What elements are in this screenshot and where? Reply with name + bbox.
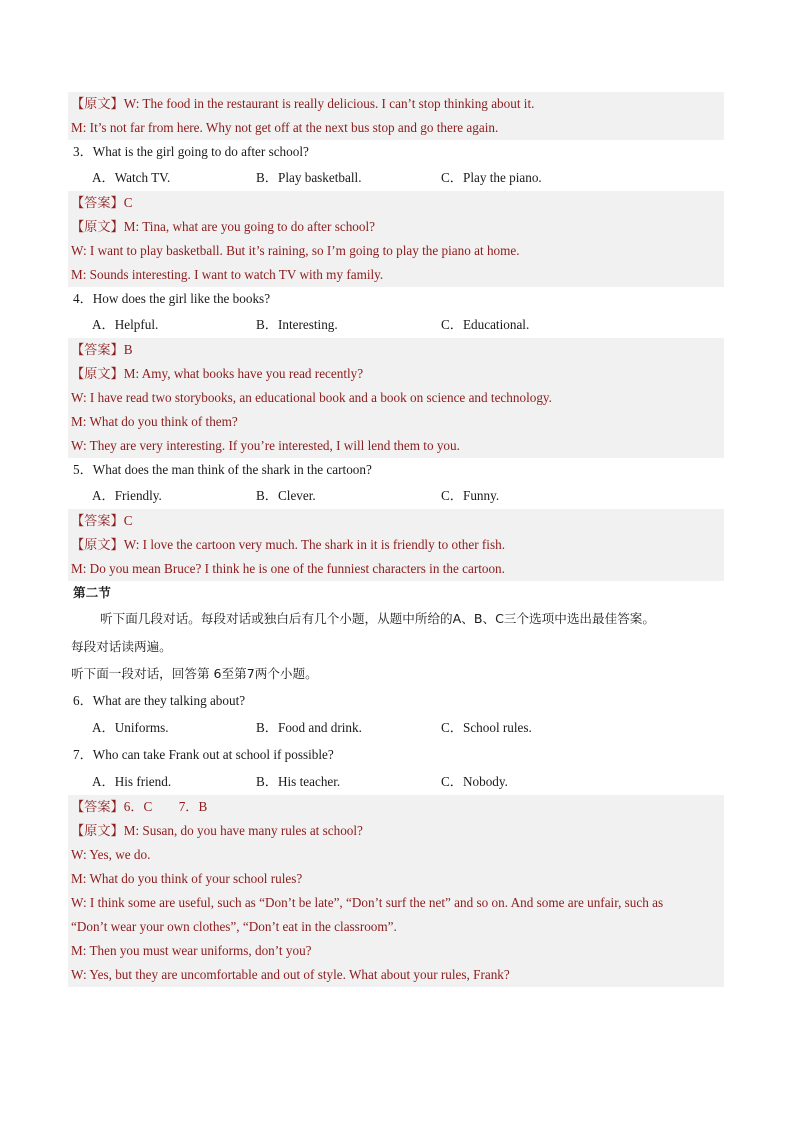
transcript-line: 【原文】W: The food in the restaurant is really delicious. I can’t stop thinking about it. [68, 92, 724, 116]
section-instruction: 每段对话读两遍。 [71, 639, 172, 654]
transcript-line: 【原文】M: Amy, what books have you read recently? [68, 362, 724, 386]
answer-6-7: 【答案】6．C 7．B [68, 795, 724, 819]
option-a: A．Watch TV. [92, 170, 171, 185]
question-3-options [68, 164, 724, 191]
option-b: B．His teacher. [256, 774, 341, 789]
option-b: B．Clever. [256, 488, 316, 503]
transcript-line: W: I want to play basketball. But it’s raining, so I’m going to play the piano at home. [68, 239, 724, 263]
option-a: A．Uniforms. [92, 720, 169, 735]
transcript-line: W: Yes, we do. [68, 843, 724, 867]
transcript-line: M: What do you think of them? [68, 410, 724, 434]
option-a: A．Friendly. [92, 488, 162, 503]
option-b: B．Play basketball. [256, 170, 362, 185]
question-3: 3．What is the girl going to do after school? [73, 144, 309, 159]
option-c: C．School rules. [441, 720, 532, 735]
section-instruction: 听下面几段对话。每段对话或独白后有几个小题，从题中所给的A、B、C三个选项中选出最佳答案。 [100, 611, 655, 626]
question-5: 5．What does the man think of the shark in the cartoon? [73, 462, 372, 477]
option-a: A．His friend. [92, 774, 172, 789]
section-instruction: 听下面一段对话，回答第 6至第7两个小题。 [71, 666, 318, 681]
question-4: 4．How does the girl like the books? [73, 291, 271, 306]
transcript-line: M: Do you mean Bruce? I think he is one of the funniest characters in the cartoon. [68, 557, 724, 581]
option-b: B．Food and drink. [256, 720, 362, 735]
transcript-line: 【原文】M: Tina, what are you going to do after school? [68, 215, 724, 239]
transcript-line: M: Sounds interesting. I want to watch TV with my family. [68, 263, 724, 287]
option-a: A．Helpful. [92, 317, 159, 332]
question-7-options [68, 768, 724, 795]
question-5-options [68, 482, 724, 509]
question-4-options [68, 311, 724, 338]
transcript-line: W: I have read two storybooks, an educational book and a book on science and technology. [68, 386, 724, 410]
transcript-line: 【原文】W: I love the cartoon very much. The shark in it is friendly to other fish. [68, 533, 724, 557]
option-b: B．Interesting. [256, 317, 338, 332]
question-6: 6．What are they talking about? [73, 693, 246, 708]
option-c: C．Funny. [441, 488, 500, 503]
transcript-line: M: What do you think of your school rules? [68, 867, 724, 891]
question-7: 7．Who can take Frank out at school if possible? [73, 747, 334, 762]
transcript-line: W: They are very interesting. If you’re interested, I will lend them to you. [68, 434, 724, 458]
option-c: C．Nobody. [441, 774, 508, 789]
answer-4: 【答案】B [68, 338, 724, 362]
option-c: C．Play the piano. [441, 170, 542, 185]
answer-5: 【答案】C [68, 509, 724, 533]
transcript-line: “Don’t wear your own clothes”, “Don’t eat in the classroom”. [68, 915, 724, 939]
transcript-line: W: I think some are useful, such as “Don’t be late”, “Don’t surf the net” and so on. And some are unfair, such as [68, 891, 724, 915]
document-page [68, 92, 724, 987]
option-c: C．Educational. [441, 317, 530, 332]
section-title: 第二节 [73, 585, 111, 600]
transcript-line: W: Yes, but they are uncomfortable and out of style. What about your rules, Frank? [68, 963, 724, 987]
transcript-line: 【原文】M: Susan, do you have many rules at school? [68, 819, 724, 843]
answer-3: 【答案】C [68, 191, 724, 215]
transcript-line: M: Then you must wear uniforms, don’t you? [68, 939, 724, 963]
transcript-line: M: It’s not far from here. Why not get off at the next bus stop and go there again. [68, 116, 724, 140]
question-6-options [68, 714, 724, 741]
